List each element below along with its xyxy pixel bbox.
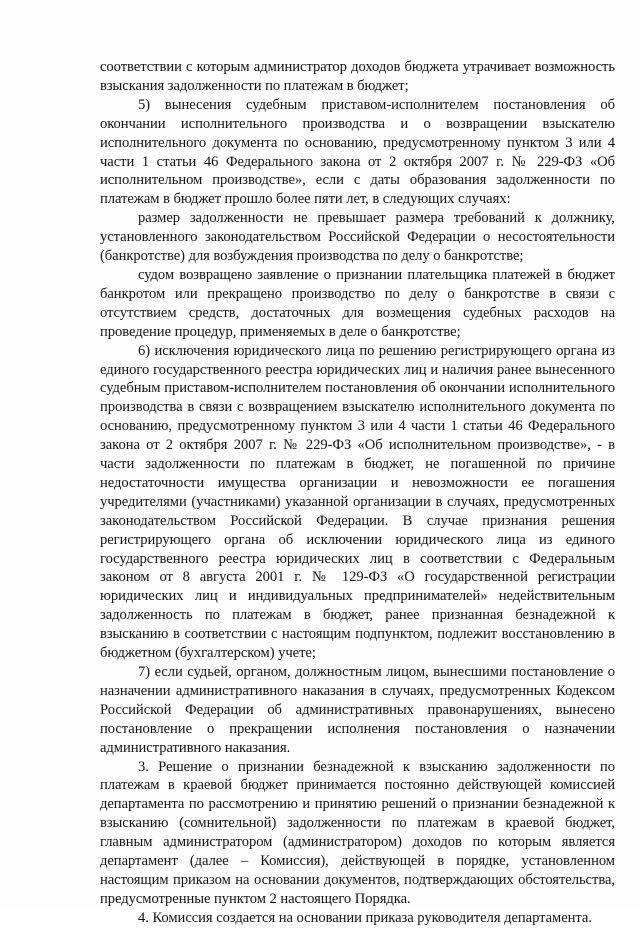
paragraph-item-7: 7) если судьей, органом, должностным лицом, вынесшими постановление о назначении административного наказания в случаях, предусмотренных Кодексом Российской Федерации об административных правонарушениях, вынесено постановление о прекращении исполнения постановления о назначении административного наказания. (100, 664, 615, 756)
paragraph-continuation: соответствии с которым администратор доходов бюджета утрачивает возможность взыскания задолженности по платежам в бюджет; (100, 59, 615, 94)
document-body (100, 58, 615, 928)
paragraph-item-5: 5) вынесения судебным приставом-исполнителем постановления об окончании исполнительного производства и о возвращении взыскателю исполнительного документа по основанию, предусмотренному пунктом 3 или 4 части 1 статьи 46 Федерального закона от 2 октября 2007 г. № 229-ФЗ «Об исполнительном производстве», если с даты образования задолженности по платежам в бюджет прошло более пяти лет, в следующих случаях: (100, 96, 615, 208)
paragraph-case-court-return: судом возвращено заявление о признании плательщика платежей в бюджет банкротом или прекращено производство по делу о банкротстве в связи с отсутствием средств, достаточных для возмещения судебных расходов на проведение процедур, применяемых в деле о банкротстве; (100, 266, 615, 340)
paragraph-section-4: 4. Комиссия создается на основании приказа руководителя департамента. (138, 909, 592, 926)
paragraph-case-debt-size: размер задолженности не превышает размера требований к должнику, установленного законодательством Российской Федерации о несостоятельности (банкротстве) для возбуждения производства по делу о банкротстве; (100, 210, 615, 265)
paragraph-item-6: 6) исключения юридического лица по решению регистрирующего органа из единого государственного реестра юридических лиц и наличия ранее вынесенного судебным приставом-исполнителем постановления об окончании исполнительного производства в связи с возвращением взыскателю исполнительного документа по основанию, предусмотренному пунктом 3 или 4 части 1 статьи 46 Федерального закона от 2 октября 2007 г. № 229-ФЗ «Об исполнительном производстве», - в части задолженности по платежам в бюджет, не погашенной по причине недостаточности имущества организации и невозможности ее погашения учредителями (участниками) указанной организации в случаях, предусмотренных законодательством Российской Федерации. В случае признания решения регистрирующего органа об исключении юридического лица из единого государственного реестра юридических лиц в соответствии с Федеральным законом от 8 августа 2001 г. № 129-ФЗ «О государственной регистрации юридических лиц и индивидуальных предпринимателей» недействительным задолженность по платежам в бюджет, ранее признанная безнадежной к взысканию в соответствии с настоящим подпунктом, подлежит восстановлению в бюджетном (бухгалтерском) учете; (100, 342, 615, 662)
paragraph-section-3: 3. Решение о признании безнадежной к взысканию задолженности по платежам в краевой бюджет принимается постоянно действующей комиссией департамента по рассмотрению и принятию решений о признании безнадежной к взысканию (сомнительной) задолженности по платежам в краевой бюджет, главным администратором (администратором) доходов по которым является департамент (далее – Комиссия), действующей в порядке, установленном настоящим приказом на основании документов, подтверждающих обстоятельства, предусмотренные пунктом 2 настоящего Порядка. (100, 758, 615, 907)
